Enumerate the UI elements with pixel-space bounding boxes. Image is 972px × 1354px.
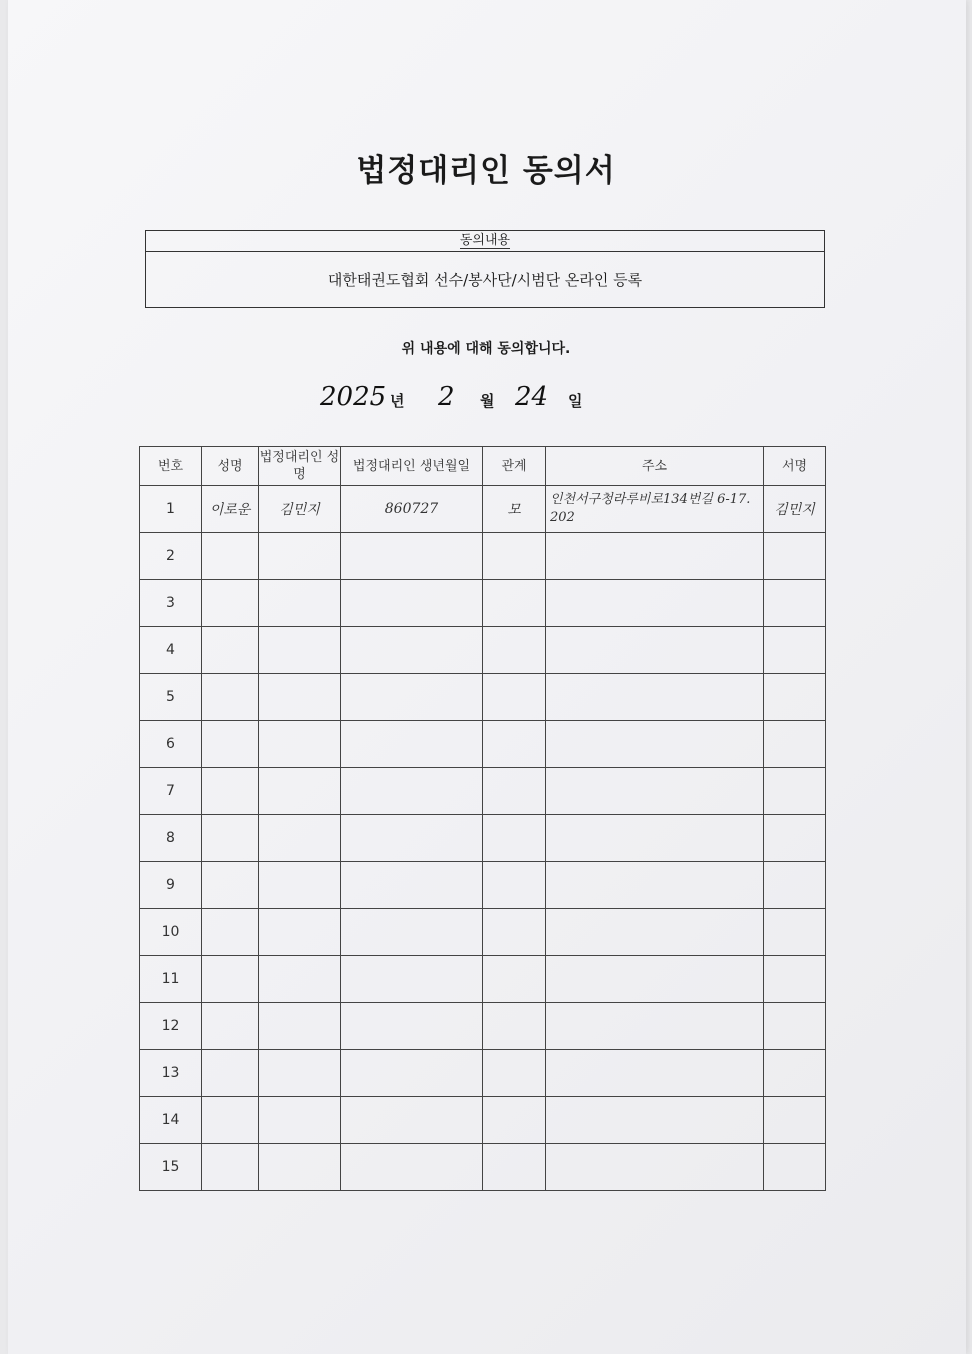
cell-relation [483,580,546,627]
document-title: 법정대리인 동의서 [356,153,616,189]
cell-signature: 김민지 [764,486,826,533]
cell-name [202,580,259,627]
cell-guardian-name [259,1003,341,1050]
header-relation: 관계 [483,447,546,486]
cell-guardian-name [259,815,341,862]
cell-guardian-name [259,674,341,721]
cell-signature [764,1144,826,1191]
cell-relation [483,1003,546,1050]
guardian-table [139,446,826,1191]
cell-name [202,815,259,862]
cell-signature [764,1003,826,1050]
cell-relation [483,1144,546,1191]
row-number: 5 [140,674,202,721]
cell-address [546,533,764,580]
header-signature: 서명 [764,447,826,486]
cell-guardian-birth [341,674,483,721]
cell-address [546,674,764,721]
cell-guardian-birth [341,1144,483,1191]
cell-name [202,956,259,1003]
cell-relation [483,956,546,1003]
cell-signature [764,862,826,909]
cell-guardian-name [259,721,341,768]
cell-name [202,721,259,768]
cell-relation [483,721,546,768]
date-year: 2025 [320,382,387,412]
cell-guardian-name [259,909,341,956]
table-row [140,721,826,768]
table-row [140,956,826,1003]
cell-name [202,909,259,956]
cell-guardian-name [259,627,341,674]
cell-relation [483,1097,546,1144]
cell-guardian-birth [341,533,483,580]
cell-signature [764,815,826,862]
cell-signature [764,1050,826,1097]
cell-name [202,674,259,721]
table-row [140,674,826,721]
table-row [140,627,826,674]
table-row [140,1003,826,1050]
row-number: 10 [140,909,202,956]
table-row [140,768,826,815]
table-row [140,909,826,956]
row-number: 11 [140,956,202,1003]
table-row [140,1144,826,1191]
cell-guardian-name [259,1097,341,1144]
date-day: 24 [515,382,549,412]
cell-address [546,627,764,674]
cell-signature [764,768,826,815]
consent-header-label: 동의내용 [459,233,511,248]
cell-signature [764,909,826,956]
header-address: 주소 [546,447,764,486]
cell-guardian-name [259,1050,341,1097]
cell-signature [764,1097,826,1144]
cell-name [202,1050,259,1097]
row-number: 14 [140,1097,202,1144]
cell-address [546,580,764,627]
cell-guardian-birth [341,768,483,815]
cell-guardian-birth [341,862,483,909]
row-number: 1 [140,486,202,533]
cell-relation: 모 [483,486,546,533]
cell-relation [483,1050,546,1097]
cell-guardian-name: 김민지 [259,486,341,533]
cell-address: 인천서구청라루비로134번길 6-17. 202 [546,486,764,533]
row-number: 8 [140,815,202,862]
cell-name [202,862,259,909]
cell-relation [483,909,546,956]
cell-guardian-birth [341,721,483,768]
row-number: 13 [140,1050,202,1097]
cell-address [546,1144,764,1191]
date-month: 2 [438,382,455,412]
row-number: 7 [140,768,202,815]
row-number: 4 [140,627,202,674]
consent-content: 대한태권도협회 선수/봉사단/시범단 온라인 등록 [327,271,643,289]
date-day-unit: 일 [568,392,583,410]
cell-guardian-birth [341,956,483,1003]
header-guardian-name: 법정대리인 성명 [259,447,341,486]
date-year-unit: 년 [390,392,405,410]
cell-address [546,768,764,815]
cell-address [546,721,764,768]
cell-relation [483,674,546,721]
consent-header [146,231,824,252]
cell-guardian-name [259,768,341,815]
cell-name [202,1097,259,1144]
cell-address [546,1003,764,1050]
cell-guardian-birth: 860727 [341,486,483,533]
cell-relation [483,533,546,580]
row-number: 15 [140,1144,202,1191]
table-row [140,1050,826,1097]
table-row [140,580,826,627]
cell-signature [764,956,826,1003]
consent-box [145,230,825,308]
cell-guardian-name [259,956,341,1003]
cell-name [202,1144,259,1191]
cell-relation [483,815,546,862]
cell-guardian-birth [341,627,483,674]
cell-signature [764,533,826,580]
cell-name [202,768,259,815]
date-month-unit: 월 [480,392,495,410]
cell-name [202,533,259,580]
cell-guardian-birth [341,1003,483,1050]
header-name: 성명 [202,447,259,486]
cell-signature [764,627,826,674]
cell-name [202,1003,259,1050]
cell-guardian-name [259,580,341,627]
table-row [140,1097,826,1144]
row-number: 9 [140,862,202,909]
table-row [140,533,826,580]
cell-guardian-birth [341,815,483,862]
cell-relation [483,862,546,909]
cell-address [546,862,764,909]
row-number: 3 [140,580,202,627]
row-number: 6 [140,721,202,768]
cell-address [546,1097,764,1144]
cell-address [546,956,764,1003]
cell-guardian-birth [341,1097,483,1144]
cell-guardian-name [259,1144,341,1191]
header-number: 번호 [140,447,202,486]
header-guardian-birth: 법정대리인 생년월일 [341,447,483,486]
cell-guardian-birth [341,909,483,956]
table-row [140,862,826,909]
cell-signature [764,721,826,768]
table-row [140,486,826,533]
cell-guardian-name [259,862,341,909]
cell-signature [764,580,826,627]
cell-guardian-birth [341,1050,483,1097]
cell-signature [764,674,826,721]
row-number: 2 [140,533,202,580]
agree-statement: 위 내용에 대해 동의합니다. [401,341,571,357]
table-row [140,815,826,862]
cell-name: 이로운 [202,486,259,533]
cell-name [202,627,259,674]
cell-address [546,1050,764,1097]
cell-address [546,909,764,956]
cell-guardian-birth [341,580,483,627]
date-line [320,382,620,422]
cell-guardian-name [259,533,341,580]
cell-address [546,815,764,862]
cell-relation [483,768,546,815]
table-header-row [140,447,826,486]
row-number: 12 [140,1003,202,1050]
cell-relation [483,627,546,674]
